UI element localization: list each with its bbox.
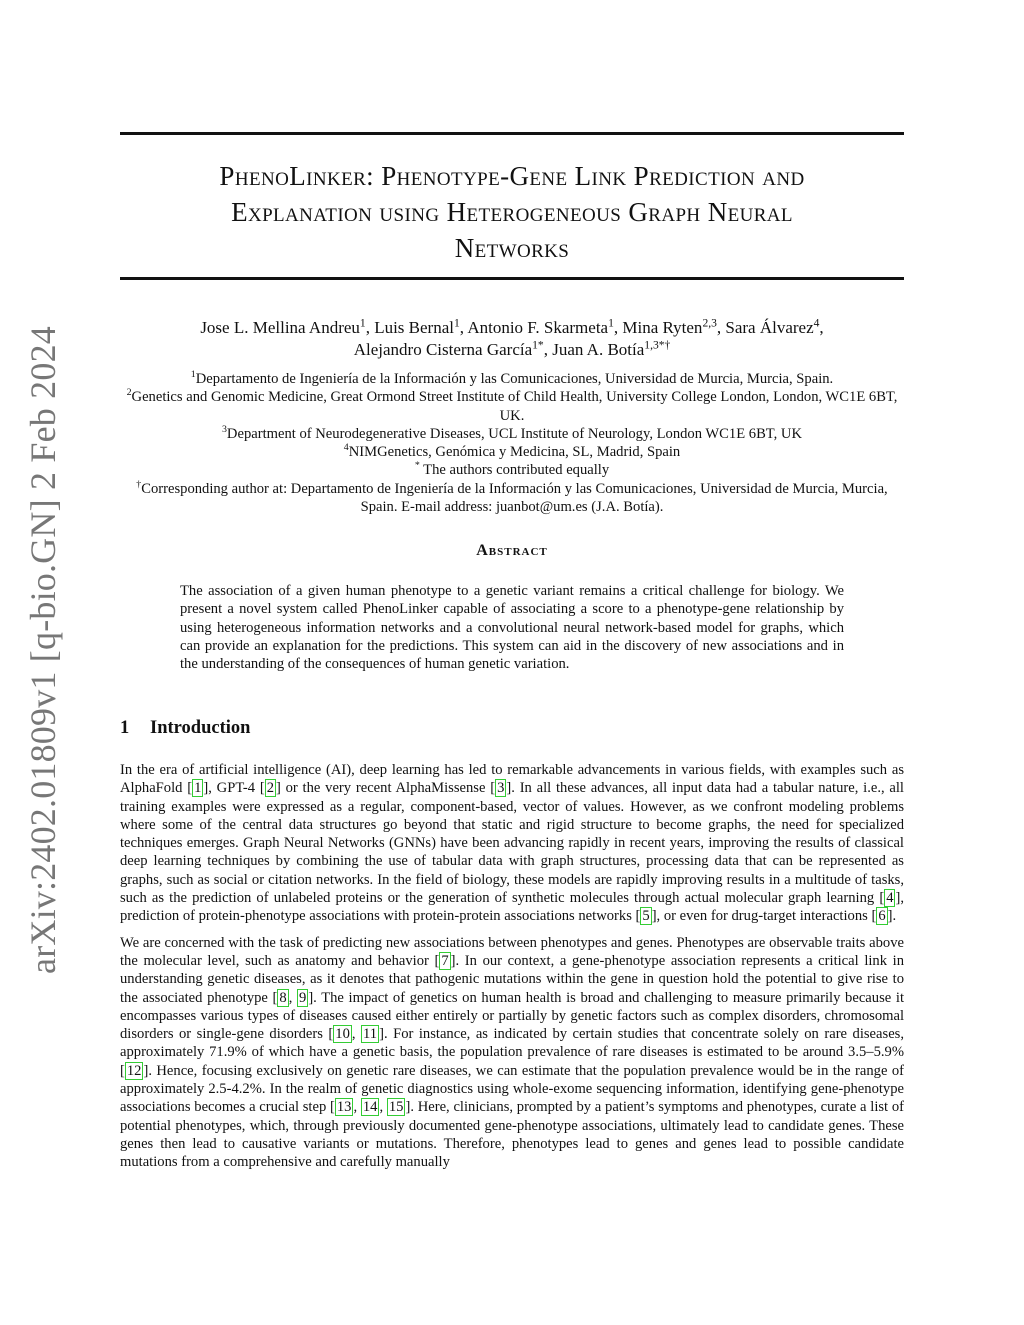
text-run: ]. The impact of genetics on human health is broad and challenging to measure primarily because it encompasses various types of diseases caused either entirely or partially by genetic factors such as complex disorders, chromosomal disorders or single-gene disorders [ [120,989,904,1043]
text-run: We are concerned with the task of predicting new associations between phenotypes and genes. Phenotypes are observable traits above the molecular level, such as anatomy and behavior [ [120,934,904,969]
affil-marker: † [136,478,142,490]
abstract-heading: Abstract [476,542,548,559]
affil-text: NIMGenetics, Genómica y Medicina, SL, Madrid, Spain [348,444,681,461]
author-name: , Mina Ryten [613,318,703,337]
corresponding-author-note [120,480,904,517]
text-run: , [353,1099,361,1116]
author-name: , Sara Álvarez [716,318,814,337]
affil-text: Corresponding author at: Departamento de Ingeniería de la Información y las Comunicaciones, Universidad de Murcia, Murcia, Spain. E-mail address: juanbot@um.es (J.A. Botía). [141,480,888,516]
citation-link[interactable]: 5 [642,908,650,925]
author-affil-marker: 1 [453,316,460,330]
author-affil-marker: 4 [813,316,820,330]
author-name: , Antonio F. Skarmeta [459,318,609,337]
author-line-1 [120,317,904,339]
citation-link[interactable]: 15 [388,1099,404,1116]
text-run: ]. In all these advances, all input data had a tabular nature, i.e., all training examples were expressed as a regular, component-based, vector of values. However, as we confront modeling problems where some of the central data structures go beyond that static and rigid structure to become graphs, the need for specialized techniques emerges. Graph Neural Networks (GNNs) have been advancing rapidly in recent years, improving the results of classical deep learning techniques by combining the use of tabular data with graph structures, processing data that can be represented as graphs, such as social or citation networks. In the field of biology, these models are rapidly improving results in a multitude of tasks, such as the prediction of unlabeled proteins or the generation of synthetic molecules through actual molecular graph learning [ [120,780,904,907]
title-rule-top [120,132,904,135]
text-run: ]. [887,908,897,925]
affil-marker: * [414,460,420,472]
text-run: ], prediction of protein-phenotype associations with protein-protein associations networks [ [120,890,904,925]
citation-link[interactable]: 9 [299,989,307,1006]
citation-link[interactable]: 3 [497,780,505,797]
text-run: , [288,989,298,1006]
text-run: ], or even for drug-target interactions [ [651,908,877,925]
text-run: ] or the very recent AlphaMissense [ [275,780,496,797]
title-line-1: PhenoLinker: Phenotype-Gene Link Prediction and [219,161,805,191]
arxiv-id: arXiv:2402.01809v1 [q-bio.GN] 2 Feb 2024 [23,326,63,974]
title-line-2: Explanation using Heterogeneous Graph Neural [231,197,793,227]
text-run: ]. Hence, focusing exclusively on genetic rare diseases, we can estimate that the population prevalence would be in the range of approximately 2.5-4.2%. In the realm of genetic diagnostics using whole-exome sequencing information, identifying gene-phenotype associations becomes a crucial step [ [120,1062,904,1116]
citation-link[interactable]: 11 [363,1026,378,1043]
citation-link[interactable]: 1 [194,780,202,797]
affiliation-4 [120,443,904,461]
text-run: , [379,1099,387,1116]
citation-link[interactable]: 10 [335,1026,350,1043]
author-affil-marker: 1,3*† [644,338,671,352]
affiliation-2 [120,388,904,425]
text-run: ], GPT-4 [ [203,780,265,797]
author-name: , Luis Bernal [365,318,454,337]
citation-link[interactable]: 2 [266,780,274,797]
author-affil-marker: 2,3 [702,316,717,330]
citation-link[interactable]: 12 [126,1062,142,1079]
author-line-2 [120,339,904,361]
text-run: ]. For instance, as indicated by certain studies that concentrate solely on rare diseases, approximately 71.9% of which have a genetic basis, the population prevalence of rare diseases is estimated to be around 3.5–5.9% [ [120,1026,904,1079]
section-title: Introduction [150,718,251,738]
arxiv-sidebar-stamp [10,326,76,974]
affil-text: Departamento de Ingeniería de la Información y las Comunicaciones, Universidad de Murcia, Murcia, Spain. [195,371,834,387]
text-run: ]. In our context, a gene-phenotype association represents a critical link in understanding genetic diseases, as it denotes that pathogenic mutations within the gene in question hold the potential to give rise to the associated phenotype [ [120,952,904,1006]
citation-link[interactable]: 14 [362,1099,378,1116]
citation-link[interactable]: 13 [336,1099,352,1116]
citation-link[interactable]: 4 [886,890,894,907]
author-separator: , [819,318,824,337]
affiliation-3 [120,425,904,443]
affil-text: The authors contributed equally [419,462,610,479]
author-affil-marker: 1* [532,338,544,352]
paragraph-1 [120,761,904,926]
author-list [120,317,904,361]
text-run: , [351,1026,362,1043]
affil-marker: 1 [190,369,196,381]
paragraph-2 [120,934,904,1172]
citation-link[interactable]: 7 [441,952,449,969]
affil-marker: 2 [126,387,132,399]
affil-text: Genetics and Genomic Medicine, Great Ormond Street Institute of Child Health, University College London, London, WC1E 6BT, UK. [131,389,898,424]
author-name: Jose L. Mellina Andreu [200,318,360,337]
affiliation-1 [120,370,904,388]
paper-title [120,158,904,266]
text-run: In the era of artificial intelligence (AI), deep learning has led to remarkable advancements in various fields, with examples such as AlphaFold [ [120,762,904,797]
section-body [120,761,904,1180]
abstract-text: The association of a given human phenotype to a genetic variant remains a critical challenge for biology. We present a novel system called PhenoLinker capable of associating a score to a phenotype-gene relationship by using heterogeneous information networks and a convolutional neural network-based model for graphs, which can provide an explanation for the predictions. This system can aid in the discovery of new associations and in the understanding of the consequences of human genetic variation. [180,583,844,673]
affiliations [120,370,904,516]
author-name: , Juan A. Botía [543,340,645,359]
author-affil-marker: 1 [359,316,366,330]
affil-text: Department of Neurodegenerative Diseases, UCL Institute of Neurology, London WC1E 6BT, UK [226,425,803,442]
citation-link[interactable]: 6 [878,908,886,925]
affil-marker: 3 [221,424,227,436]
section-number: 1 [120,718,130,738]
author-affil-marker: 1 [608,316,614,330]
section-heading [120,718,250,739]
text-run: ]. Here, clinicians, prompted by a patient’s symptoms and phenotypes, curate a list of potential phenotypes, which, through previously documented gene-phenotype associations, ultimately lead to candidate genes. These genes then lead to causative variants or mutations. Therefore, phenotypes lead to genes and genes lead to possible candidate mutations from a comprehensive and carefully manually [120,1099,905,1171]
citation-link[interactable]: 8 [279,989,287,1006]
author-name: Alejandro Cisterna García [353,340,533,359]
title-rule-bottom [120,277,904,280]
affil-marker: 4 [343,442,349,454]
equal-contribution-note [120,461,904,479]
title-line-3: Networks [454,233,570,263]
